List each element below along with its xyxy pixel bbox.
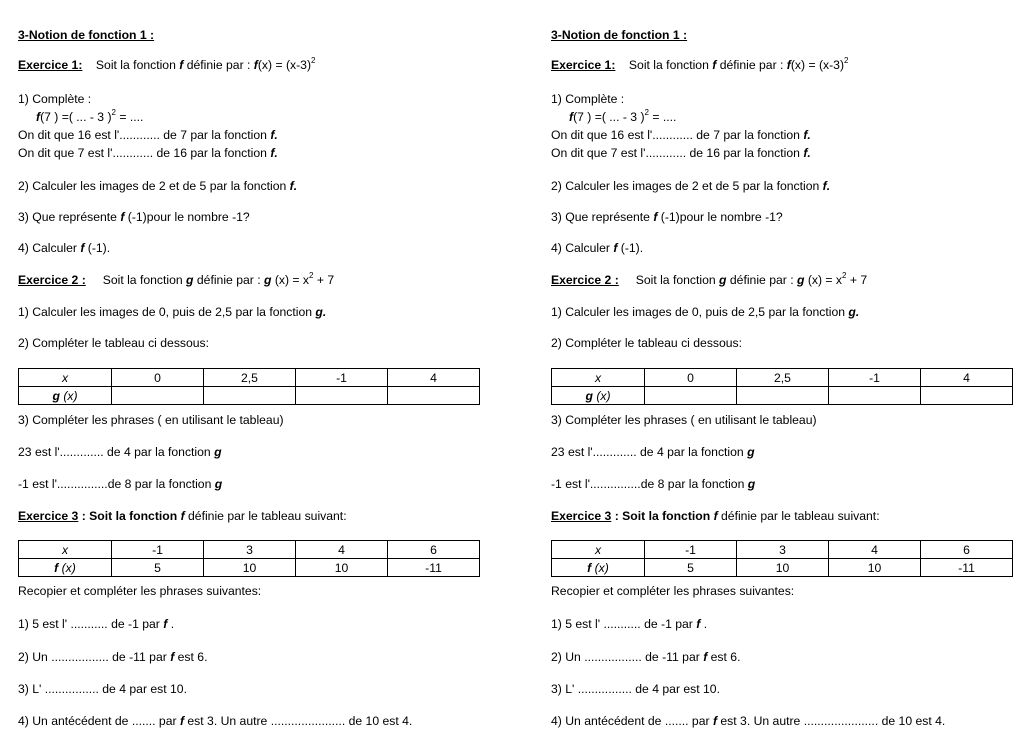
exercise-3-label: Exercice 3 bbox=[18, 509, 79, 523]
ex2-question-2: 2) Compléter le tableau ci dessous: bbox=[551, 336, 743, 350]
table-cell: -1 bbox=[296, 369, 388, 387]
ex3-table bbox=[18, 540, 480, 577]
exercise-3-statement: Exercice 3 : Soit la fonction f définie par le tableau suivant: bbox=[551, 509, 880, 523]
table-cell: 2,5 bbox=[737, 369, 829, 387]
table-cell: -1 bbox=[645, 541, 737, 559]
ex2-question-1: 1) Calculer les images de 0, puis de 2,5 par la fonction g. bbox=[18, 305, 327, 319]
table-cell: 0 bbox=[112, 369, 204, 387]
table-cell bbox=[921, 387, 1013, 405]
table-row bbox=[19, 387, 480, 405]
ex1-q1-line-1: f(7 ) =( ... - 3 )$^2$ = .... bbox=[36, 107, 144, 124]
exercise-2-label: Exercice 2 : bbox=[551, 273, 619, 287]
ex2-question-3: 3) Compléter les phrases ( en utilisant le tableau) bbox=[18, 413, 284, 427]
table-header-fx: f (x) bbox=[19, 559, 112, 577]
exercise-3-statement: Exercice 3 : Soit la fonction f définie par le tableau suivant: bbox=[18, 509, 347, 523]
table-row bbox=[552, 559, 1013, 577]
ex2-sentence-2: -1 est l'...............de 8 par la fonction g bbox=[551, 477, 756, 491]
table-row bbox=[552, 387, 1013, 405]
page-title: 3-Notion de fonction 1 : bbox=[18, 28, 155, 42]
worksheet-right bbox=[551, 0, 1013, 752]
ex1-q1-line-1: f(7 ) =( ... - 3 )$^2$ = .... bbox=[569, 107, 677, 124]
ex3-instruction: Recopier et compléter les phrases suivantes: bbox=[551, 584, 795, 598]
table-row bbox=[552, 541, 1013, 559]
ex1-question-1: 1) Complète : bbox=[18, 92, 92, 106]
table-cell: -1 bbox=[112, 541, 204, 559]
table-cell bbox=[737, 387, 829, 405]
table-row bbox=[19, 559, 480, 577]
ex3-instruction: Recopier et compléter les phrases suivantes: bbox=[18, 584, 262, 598]
table-header-x: x bbox=[552, 369, 645, 387]
table-cell: 3 bbox=[737, 541, 829, 559]
ex1-question-3: 3) Que représente f (-1)pour le nombre -1? bbox=[18, 210, 250, 224]
ex1-question-4: 4) Calculer f (-1). bbox=[18, 241, 111, 255]
ex1-q1-line-2: On dit que 16 est l'............ de 7 par la fonction f. bbox=[551, 128, 811, 142]
table-header-gx: g (x) bbox=[19, 387, 112, 405]
ex2-sentence-1: 23 est l'............. de 4 par la fonction g bbox=[551, 445, 755, 459]
table-cell: 0 bbox=[645, 369, 737, 387]
ex3-phrase-1: 1) 5 est l' ........... de -1 par f . bbox=[18, 617, 175, 631]
table-header-x: x bbox=[552, 541, 645, 559]
table-cell: -11 bbox=[388, 559, 480, 577]
table-row bbox=[19, 369, 480, 387]
table-cell bbox=[645, 387, 737, 405]
ex3-phrase-3: 3) L' ................ de 4 par est 10. bbox=[551, 682, 720, 696]
ex1-q1-line-2: On dit que 16 est l'............ de 7 par la fonction f. bbox=[18, 128, 278, 142]
table-cell: -1 bbox=[829, 369, 921, 387]
ex1-question-2: 2) Calculer les images de 2 et de 5 par la fonction f. bbox=[551, 179, 831, 193]
exercise-1-statement: Exercice 1: Soit la fonction f définie par : $f(x) = (x-3)^2$ bbox=[18, 55, 316, 72]
table-cell: 6 bbox=[921, 541, 1013, 559]
table-cell: 4 bbox=[829, 541, 921, 559]
ex3-phrase-4: 4) Un antécédent de ....... par f est 3. Un autre ...................... de 10 est 4. bbox=[18, 714, 413, 728]
exercise-3-label: Exercice 3 bbox=[551, 509, 612, 523]
table-cell: 5 bbox=[112, 559, 204, 577]
exercise-1-label: Exercice 1: bbox=[551, 58, 616, 72]
ex1-question-4: 4) Calculer f (-1). bbox=[551, 241, 644, 255]
ex2-question-1: 1) Calculer les images de 0, puis de 2,5 par la fonction g. bbox=[551, 305, 860, 319]
exercise-2-statement: Exercice 2 : Soit la fonction g définie par : g $(x) = x^2 + 7$ bbox=[18, 270, 335, 287]
exercise-1-label: Exercice 1: bbox=[18, 58, 83, 72]
table-cell: 10 bbox=[204, 559, 296, 577]
table-cell: 3 bbox=[204, 541, 296, 559]
table-cell: -11 bbox=[921, 559, 1013, 577]
table-cell bbox=[388, 387, 480, 405]
exercise-1-statement: Exercice 1: Soit la fonction f définie par : $f(x) = (x-3)^2$ bbox=[551, 55, 849, 72]
ex1-question-1: 1) Complète : bbox=[551, 92, 625, 106]
table-row bbox=[19, 541, 480, 559]
table-cell: 2,5 bbox=[204, 369, 296, 387]
ex3-table bbox=[551, 540, 1013, 577]
table-cell bbox=[296, 387, 388, 405]
table-cell: 4 bbox=[921, 369, 1013, 387]
table-cell bbox=[829, 387, 921, 405]
table-header-x: x bbox=[19, 369, 112, 387]
ex3-phrase-1: 1) 5 est l' ........... de -1 par f . bbox=[551, 617, 708, 631]
table-cell: 10 bbox=[296, 559, 388, 577]
ex2-sentence-1: 23 est l'............. de 4 par la fonction g bbox=[18, 445, 222, 459]
table-cell: 4 bbox=[388, 369, 480, 387]
table-cell: 10 bbox=[829, 559, 921, 577]
ex1-question-3: 3) Que représente f (-1)pour le nombre -1? bbox=[551, 210, 783, 224]
ex1-question-2: 2) Calculer les images de 2 et de 5 par la fonction f. bbox=[18, 179, 298, 193]
ex1-q1-line-3: On dit que 7 est l'............ de 16 par la fonction f. bbox=[18, 146, 278, 160]
table-cell: 6 bbox=[388, 541, 480, 559]
table-cell: 4 bbox=[296, 541, 388, 559]
ex2-table bbox=[551, 368, 1013, 405]
ex1-q1-line-3: On dit que 7 est l'............ de 16 par la fonction f. bbox=[551, 146, 811, 160]
ex3-phrase-2: 2) Un ................. de -11 par f est 6. bbox=[551, 650, 741, 664]
ex2-table bbox=[18, 368, 480, 405]
ex3-phrase-2: 2) Un ................. de -11 par f est 6. bbox=[18, 650, 208, 664]
table-header-fx: f (x) bbox=[552, 559, 645, 577]
exercise-2-label: Exercice 2 : bbox=[18, 273, 86, 287]
ex3-phrase-4: 4) Un antécédent de ....... par f est 3. Un autre ...................... de 10 est 4. bbox=[551, 714, 946, 728]
ex2-question-2: 2) Compléter le tableau ci dessous: bbox=[18, 336, 210, 350]
table-cell: 10 bbox=[737, 559, 829, 577]
table-row bbox=[552, 369, 1013, 387]
page-title: 3-Notion de fonction 1 : bbox=[551, 28, 688, 42]
worksheet-left bbox=[18, 0, 480, 752]
table-header-gx: g (x) bbox=[552, 387, 645, 405]
table-header-x: x bbox=[19, 541, 112, 559]
table-cell bbox=[112, 387, 204, 405]
ex3-phrase-3: 3) L' ................ de 4 par est 10. bbox=[18, 682, 187, 696]
ex2-question-3: 3) Compléter les phrases ( en utilisant le tableau) bbox=[551, 413, 817, 427]
table-cell: 5 bbox=[645, 559, 737, 577]
ex2-sentence-2: -1 est l'...............de 8 par la fonction g bbox=[18, 477, 223, 491]
exercise-2-statement: Exercice 2 : Soit la fonction g définie par : g $(x) = x^2 + 7$ bbox=[551, 270, 868, 287]
table-cell bbox=[204, 387, 296, 405]
